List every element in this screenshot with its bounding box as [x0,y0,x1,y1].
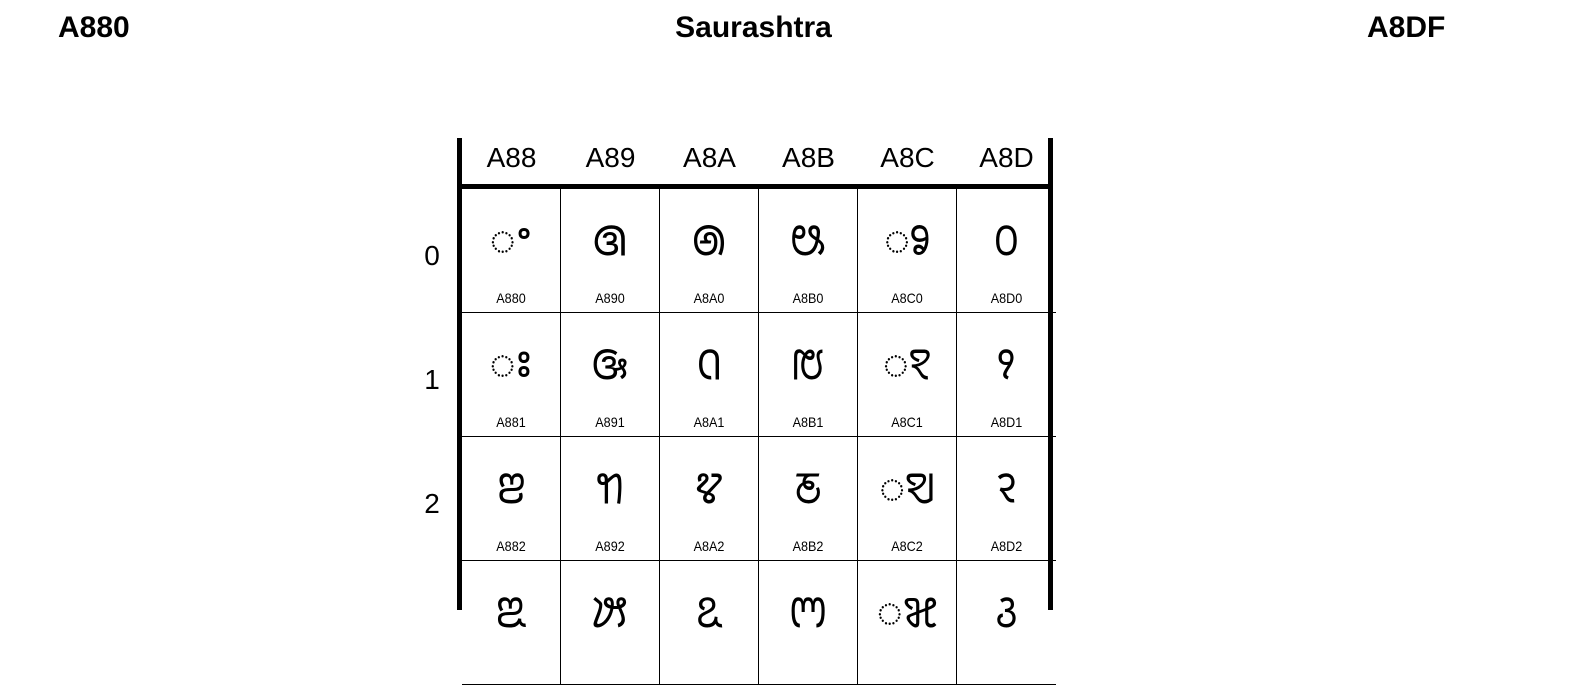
codepoint-label: A8C2 [891,538,923,554]
column-header: A8C [880,142,935,173]
character-cell [660,189,759,313]
character-glyph: ꢱ [792,339,824,390]
character-cell [759,313,858,437]
codepoint-label: A881 [496,414,526,430]
character-glyph: ꣓ [995,587,1018,638]
page-title: Saurashtra [675,11,832,44]
character-glyph: ꢲ [794,463,822,514]
character-cell [561,313,660,437]
codepoint-label: A8A2 [693,538,725,554]
character-glyph: ꢓ [591,587,629,638]
codepoint-label: A891 [595,414,625,430]
character-glyph: ꢑ [591,339,629,390]
character-glyph: ꢠ [691,215,727,266]
character-cell [561,189,660,313]
character-glyph: ꢳ [789,587,827,638]
character-glyph: ꢒ [596,463,624,514]
character-glyph: ◌ꣀ [884,215,930,266]
character-cell [759,189,858,313]
character-cell [660,437,759,561]
character-glyph: ◌ꣃ [876,587,938,638]
character-cell [957,437,1056,561]
character-glyph: ◌ꢁ [489,339,533,390]
codepoint-label: A880 [496,290,526,306]
character-cell [561,561,660,685]
codepoint-label: A8C0 [891,290,923,306]
row-label: 0 [424,240,440,271]
character-glyph: ꢐ [592,215,628,266]
character-cell [858,313,957,437]
column-header: A89 [585,142,636,173]
character-cell [759,561,858,685]
character-cell [759,437,858,561]
character-cell [561,437,660,561]
character-cell [660,313,759,437]
character-glyph: ꣐ [994,215,1019,266]
column-header: A8B [782,142,835,173]
character-cell [462,313,561,437]
character-glyph: ◌ꢀ [489,215,533,266]
codepoint-label: A8A0 [693,290,725,306]
character-glyph: ꢣ [695,587,723,638]
codepoint-label: A8D2 [990,538,1023,554]
character-cell [462,437,561,561]
codepoint-label: A8B0 [792,290,824,306]
row-label: 2 [424,488,440,519]
character-glyph: ꣒ [996,463,1017,514]
codepoint-label: A882 [496,538,526,554]
range-end-label: A8DF [1367,11,1446,44]
character-glyph: ꢰ [790,215,826,266]
codepoint-label: A890 [595,290,625,306]
column-header: A88 [486,142,537,173]
codepoint-label: A892 [595,538,625,554]
character-cell [858,189,957,313]
character-glyph: ꢡ [696,339,722,390]
codepoint-label: A8D0 [990,290,1023,306]
character-glyph: ꣑ [997,339,1016,390]
character-cell [957,561,1056,685]
codepoint-label: A8C1 [891,414,923,430]
character-glyph: ꢢ [695,463,723,514]
codepoint-label: A8D1 [990,414,1023,430]
character-cell [957,313,1056,437]
codepoint-label: A8B2 [792,538,824,554]
character-cell [957,189,1056,313]
character-cell [462,561,561,685]
character-cell [462,189,561,313]
character-cell [858,561,957,685]
codepoint-label: A8B1 [792,414,824,430]
character-cell [660,561,759,685]
character-glyph: ◌ꣂ [879,463,935,514]
codepoint-label: A8A1 [693,414,725,430]
character-cell [858,437,957,561]
column-header: A8D [979,142,1034,173]
character-glyph: ꢃ [495,587,527,638]
character-glyph: ꢂ [495,463,526,514]
range-start-label: A880 [58,11,130,44]
column-header: A8A [683,142,736,173]
character-glyph: ◌ꣁ [882,339,932,390]
row-label: 1 [424,364,440,395]
